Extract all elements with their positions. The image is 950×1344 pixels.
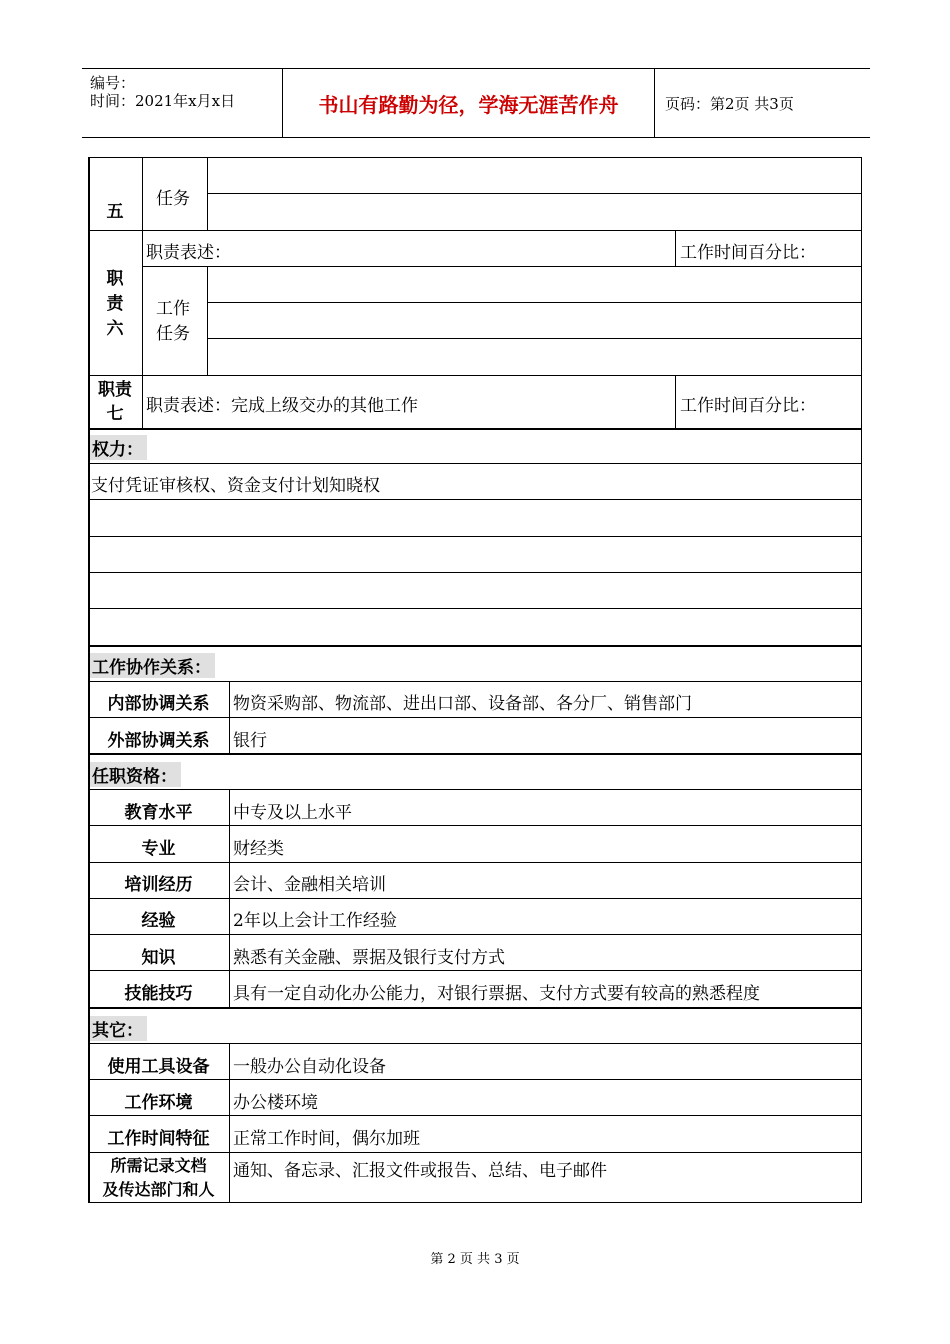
divider (88, 1079, 862, 1080)
qual-label: 教育水平 (124, 803, 193, 823)
duty6-time-pct-label: 工作时间百分比： (680, 243, 816, 263)
divider (88, 572, 862, 573)
others-label: 使用工具设备 (107, 1057, 210, 1077)
serial-label: 编号： (90, 74, 136, 92)
motto: 书山有路勤为径，学海无涯苦作舟 (318, 93, 619, 117)
duty7-label: 职责 七 (98, 380, 132, 424)
qualifications-title: 任职资格： (90, 762, 181, 787)
divider (88, 898, 862, 899)
divider (207, 193, 862, 194)
qual-value: 熟悉有关金融、票据及银行支付方式 (233, 948, 505, 968)
duty6-task-label: 工作 任务 (156, 299, 190, 344)
divider (88, 825, 862, 826)
divider (675, 375, 676, 428)
qual-label: 技能技巧 (124, 984, 193, 1004)
qual-label: 知识 (141, 948, 176, 968)
divider (88, 645, 862, 647)
qual-value: 财经类 (233, 839, 284, 859)
divider (142, 157, 143, 428)
divider (229, 1043, 230, 1203)
duty6-label: 职 责 六 (106, 269, 124, 339)
others-value: 通知、备忘录、汇报文件或报告、总结、电子邮件 (233, 1161, 607, 1181)
relations-external-label: 外部协调关系 (107, 731, 210, 751)
divider (88, 717, 862, 718)
divider (88, 375, 862, 376)
qual-label: 经验 (141, 911, 176, 931)
duty6-desc-label: 职责表述： (146, 243, 231, 263)
divider (88, 536, 862, 537)
others-title: 其它： (90, 1016, 147, 1041)
relations-title: 工作协作关系： (90, 653, 215, 678)
authority-title: 权力： (90, 435, 147, 460)
qual-value: 中专及以上水平 (233, 803, 352, 823)
others-value: 一般办公自动化设备 (233, 1057, 386, 1077)
page-footer: 第 2 页 共 3 页 (430, 1252, 520, 1267)
duty7-desc-label: 职责表述：完成上级交办的其他工作 (146, 396, 418, 416)
others-label: 工作环境 (124, 1093, 193, 1113)
duty5-number: 五 (106, 202, 124, 222)
divider (207, 266, 208, 375)
authority-item: 支付凭证审核权、资金支付计划知晓权 (91, 476, 380, 496)
divider (88, 608, 862, 609)
qual-label: 培训经历 (124, 875, 193, 895)
divider (88, 1007, 862, 1009)
divider (88, 428, 862, 430)
divider (675, 230, 676, 266)
divider (88, 862, 862, 863)
others-label: 所需记录文档 及传达部门和人 (102, 1156, 215, 1199)
others-value: 办公楼环境 (233, 1093, 318, 1113)
relations-internal-value: 物资采购部、物流部、进出口部、设备部、各分厂、销售部门 (233, 694, 692, 714)
divider (88, 1115, 862, 1116)
others-value: 正常工作时间，偶尔加班 (233, 1129, 420, 1149)
qual-value: 具有一定自动化办公能力，对银行票据、支付方式要有较高的熟悉程度 (233, 984, 760, 1004)
divider (207, 302, 862, 303)
divider (88, 230, 862, 231)
divider (88, 463, 862, 464)
divider (88, 789, 862, 790)
relations-internal-label: 内部协调关系 (107, 694, 210, 714)
divider (88, 1152, 862, 1153)
divider (142, 266, 862, 267)
divider (88, 681, 862, 682)
divider (88, 1043, 862, 1044)
divider (88, 753, 862, 755)
duty5-task-label: 任务 (156, 189, 190, 209)
qual-value: 2年以上会计工作经验 (233, 911, 397, 931)
table-border (88, 157, 862, 1203)
header-motto-cell (283, 69, 655, 137)
time-label: 时间：2021年x月x日 (90, 92, 236, 110)
page-info: 页码：第2页 共3页 (665, 95, 794, 113)
header-meta-cell (82, 69, 283, 137)
qual-label: 专业 (141, 839, 176, 859)
divider (88, 934, 862, 935)
duty7-time-pct-label: 工作时间百分比： (680, 396, 816, 416)
divider (88, 970, 862, 971)
qual-value: 会计、金融相关培训 (233, 875, 386, 895)
page-header (82, 68, 870, 138)
divider (207, 338, 862, 339)
divider (88, 499, 862, 500)
others-label: 工作时间特征 (107, 1129, 210, 1149)
header-page-cell (655, 69, 870, 137)
relations-external-value: 银行 (233, 731, 267, 751)
job-description-table (88, 157, 862, 1203)
